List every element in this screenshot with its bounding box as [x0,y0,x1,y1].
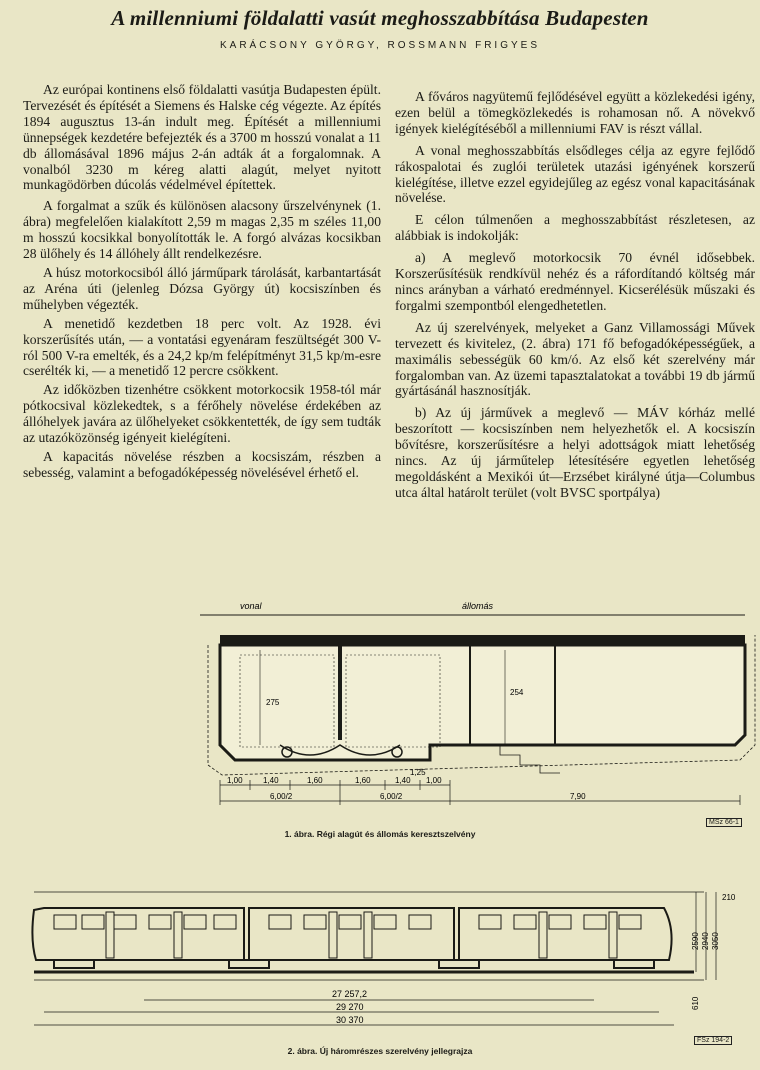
dim-6: 1,00 [426,776,442,785]
height-right: 254 [510,688,524,697]
dim-2: 1,40 [263,776,279,785]
paragraph: a) A meglevő motorkocsik 70 évnél idősebbek. Korszerűsítésük rendkívül nehéz és a ráfordítandó költség már nincs arányban a várható eredménnyel. Kicserélésük műszaki és forgalmi szempontból elengedhetetlen. [395,250,755,313]
left-column [23,82,381,484]
figure-1-tunnel-cross-section [200,595,760,833]
dim-right-2940: 2940 [701,932,710,950]
label-line: vonal [240,601,262,611]
dim-right-3050: 3050 [711,932,720,950]
dim-1: 1,00 [227,776,243,785]
dim-lower-3: 7,90 [570,792,586,801]
dim-125: 1,25 [410,768,426,777]
paragraph: A főváros nagyütemű fejlődésével együtt a közlekedési igény, ezen belül a tömegközlekedés is rohamosan nő. A növekvő igények kielégítéséből a millenniumi FAV is részt vállal. [395,89,755,136]
paragraph: A vonal meghosszabbítás elsődleges célja az egyre fejlődő rákospalotai és zuglói területek utazási igényének korszerű kielégítése, illetve ezzel egyidejűleg az egész vonal kapacitásának növelése. [395,142,755,206]
figure-1-code: MSz 66-1 [706,818,742,827]
figure-2-train-elevation [14,880,760,1070]
paragraph: Az időközben tizenhétre csökkent motorkocsik 1958-tól már pótkocsival közlekedtek, s a férőhely növelése érdekében az állóhelyek javára az ülőhelyeket csökkentették, de így sem tudták az utazóközönség igényeit kielégíteni. [23,382,381,446]
paragraph: Az új szerelvények, melyeket a Ganz Villamossági Művek tervezett és kivitelez, (2. ábra) 171 fő befogadóképességűek, a maximális sebességük 60 km/ó. Az első két szerelvény már forgalomban van. Az üzemi tapasztalatokat a további 19 db jármű gyártásánál hasznosítják. [395,319,755,399]
figure-1-caption: 1. ábra. Régi alagút és állomás keresztszelvény [284,829,476,839]
figure-2-caption: 2. ábra. Új háromrészes szerelvény jellegrajza [287,1046,473,1056]
height-left: 275 [266,698,280,707]
paragraph: A forgalmat a szűk és különösen alacsony űrszelvénynek (1. ábra) megfelelően kialakított 2,59 m magas 2,35 m széles 11,00 m hosszú kocsikkal bonyolították le. A forgó alvázas kocsikban 28 ülőhely és 14 állóhely állt rendelkezésre. [23,198,381,262]
length-1: 27 257,2 [332,989,368,999]
figure-2-code: FSz 194-2 [694,1036,732,1045]
paragraph: E célon túlmenően a meghosszabbítást részletesen, az alábbiak is indokolják: [395,212,755,244]
paragraph: A menetidő kezdetben 18 perc volt. Az 1928. évi korszerűsítés után, — a vontatási egyenáram feszültségét 300 V-ról 500 V-ra emelték, és a 24,2 kp/m felépítményt 31,5 kp/m-esre cserélték ki, — a menetidő 12 percre csökkent. [23,315,381,379]
paragraph: A húsz motorkocsiból álló járműpark tárolását, karbantartását az Aréna úti (jelenleg Dózsa György út) kocsiszínben és műhelyben végezték. [23,264,381,312]
dim-5: 1,40 [395,776,411,785]
dim-right-610: 610 [691,996,700,1010]
paragraph: A kapacitás növelése részben a kocsiszám, részben a sebesség, valamint a befogadóképesség növelésével érhető el. [23,448,381,480]
dim-3: 1,60 [307,776,323,785]
right-column [395,89,755,507]
dim-lower-2: 6,00/2 [380,792,403,801]
paragraph: Az európai kontinens első földalatti vasútja Budapesten épült. Tervezését és építését a Siemens és Halske cég végezte. Az építés 1894 augusztus 13-án indult meg. Építését a millenniumi ünnepségek kezdetére befejezték és a 3700 m hosszú vonalat a 11 db állomásával 1896 május 2-án adták át a forgalomnak. A vonalból 3230 m kéreg alatti alagút, melyet nyitott munkagödörben dúcolás védelmével építettek. [23,82,381,193]
paragraph: b) Az új járművek a meglevő — MÁV kórház mellé beszorított — kocsiszínben nem helyezhetők el. A kocsiszín bővítésre, korszerűsítésre a helyi adottságok miatt lehetőség nincs. Az új járműtelep létesítésére egyetlen lehetőség megoldásként a Mexikói út—Erzsébet királyné útja—Columbus utca által határolt terület (volt BVSC sportpálya) [395,405,755,500]
dim-right-2590: 2590 [691,932,700,950]
article-authors: KARÁCSONY GYÖRGY, ROSSMANN FRIGYES [219,40,540,51]
length-2: 29 270 [336,1002,364,1012]
dim-4: 1,60 [355,776,371,785]
article-title: A millenniumi földalatti vasút meghosszabbítása Budapesten [111,6,649,30]
label-station: állomás [462,601,494,611]
dim-right-210: 210 [722,893,736,902]
length-3: 30 370 [336,1015,364,1025]
dim-lower-1: 6,00/2 [270,792,293,801]
